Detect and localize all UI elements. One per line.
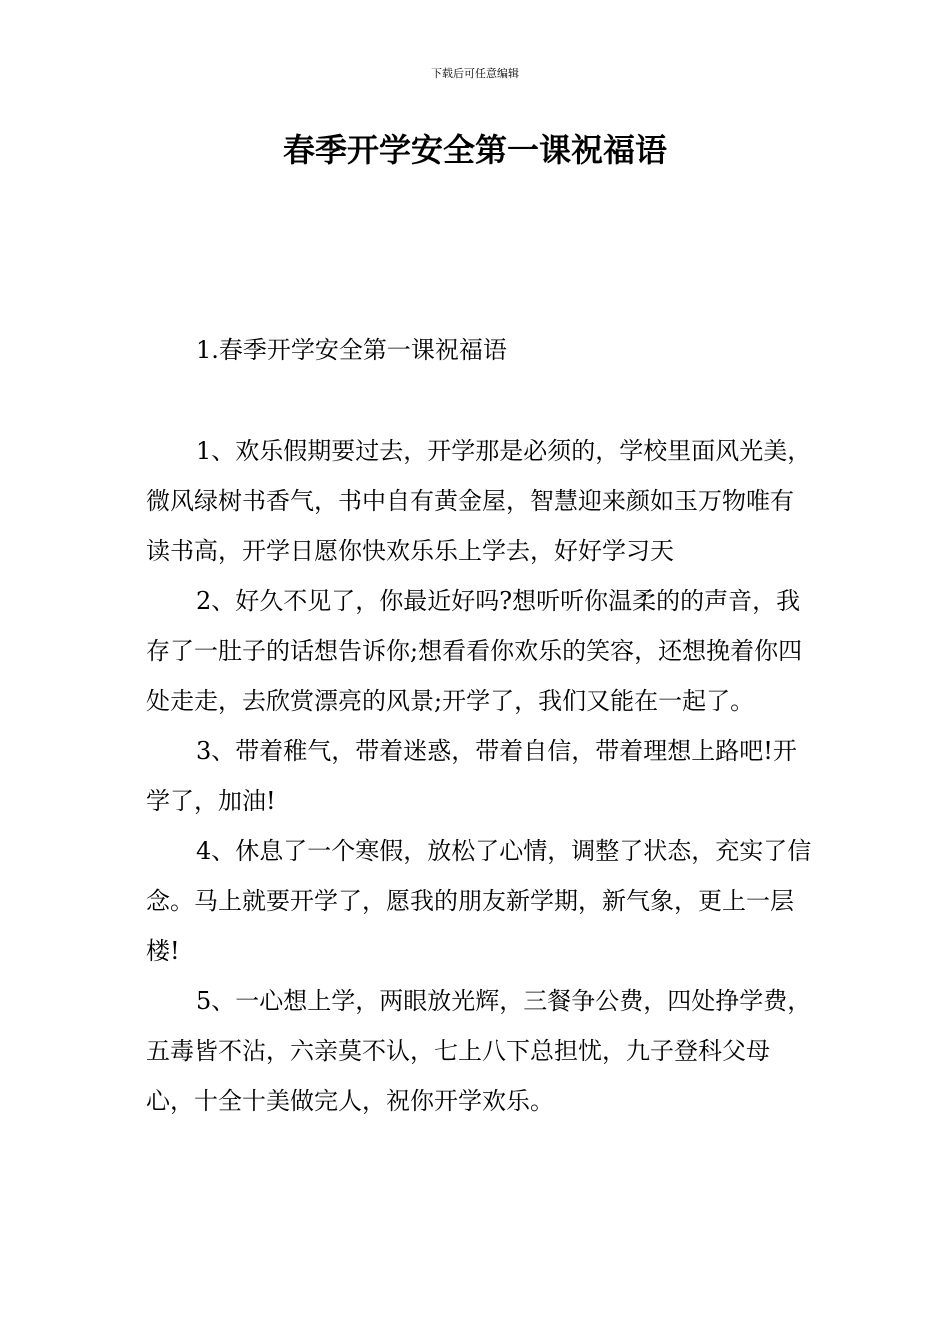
paragraph-5: 5、一心想上学，两眼放光辉，三餐争公费，四处挣学费，五毒皆不沾，六亲莫不认，七上八下总担忧，九子登科父母心，十全十美做完人，祝你开学欢乐。 bbox=[146, 987, 812, 1115]
section-heading: 1.春季开学安全第一课祝福语 bbox=[196, 336, 507, 364]
document-body bbox=[146, 426, 816, 1126]
page-header: 下载后可任意编辑 bbox=[431, 67, 519, 80]
paragraph-3: 3、带着稚气，带着迷惑，带着自信，带着理想上路吧!开学了，加油! bbox=[146, 737, 797, 815]
paragraph-2: 2、好久不见了，你最近好吗?想听听你温柔的的声音，我存了一肚子的话想告诉你;想看看你欢乐的笑容，还想挽着你四处走走，去欣赏漂亮的风景;开学了，我们又能在一起了。 bbox=[146, 587, 803, 715]
paragraph-4: 4、休息了一个寒假，放松了心情，调整了状态，充实了信念。马上就要开学了，愿我的朋友新学期，新气象，更上一层楼! bbox=[146, 837, 812, 965]
page-title: 春季开学安全第一课祝福语 bbox=[282, 131, 667, 169]
paragraph-1: 1、欢乐假期要过去，开学那是必须的，学校里面风光美，微风绿树书香气，书中自有黄金屋，智慧迎来颜如玉万物唯有读书高，开学日愿你快欢乐乐上学去，好好学习天 bbox=[146, 437, 812, 565]
